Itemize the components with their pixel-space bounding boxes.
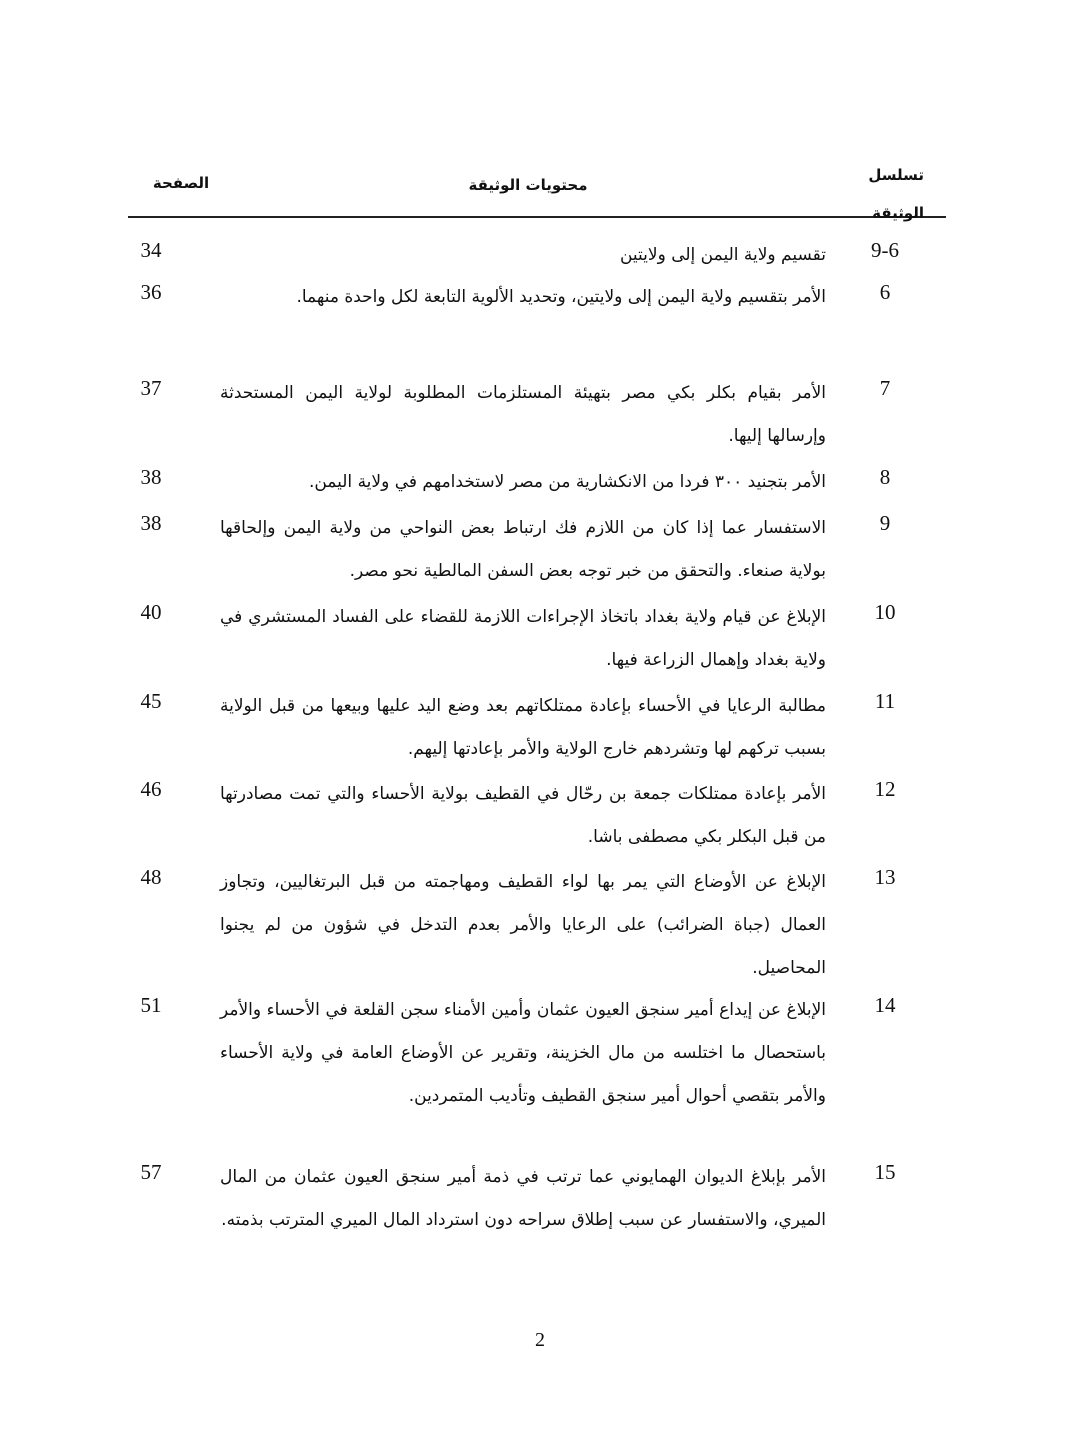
- header-sequence-line-1: تسلسل: [868, 166, 924, 184]
- row-sequence-number: 14: [874, 993, 896, 1017]
- row-sequence-number: 6: [879, 280, 891, 304]
- table-row: [128, 596, 946, 685]
- row-page-number: 57: [140, 1160, 162, 1184]
- row-description: الإبلاغ عن قيام ولاية بغداد باتخاذ الإجراءات اللازمة للقضاء على الفساد المستشري في ولاية بغداد وإهمال الزراعة فيها.: [220, 607, 826, 670]
- table-row: [128, 685, 946, 773]
- row-description: الأمر بتقسيم ولاية اليمن إلى ولايتين، وتحديد الألوية التابعة لكل واحدة منهما.: [296, 287, 826, 307]
- row-sequence-number: 12: [874, 777, 896, 801]
- table-row: [128, 276, 946, 372]
- table-header: [128, 150, 946, 222]
- row-description: الاستفسار عما إذا كان من اللازم فك ارتباط بعض النواحي من ولاية اليمن وإلحاقها بولاية صنعاء. والتحقق من خبر توجه بعض السفن المالطية نحو مصر.: [220, 518, 826, 581]
- table-row: [128, 372, 946, 461]
- row-sequence-number: 10: [874, 600, 896, 624]
- row-page-number: 34: [140, 238, 162, 262]
- row-page-number: 51: [140, 993, 162, 1017]
- header-sequence-line-2: الوثيقة: [872, 204, 924, 222]
- table-row: [128, 861, 946, 989]
- header-page-column: الصفحة: [152, 174, 210, 192]
- row-description: الأمر بتجنيد ٣٠٠ فردا من الانكشارية من مصر لاستخدامهم في ولاية اليمن.: [308, 472, 826, 492]
- row-sequence-number: 15: [874, 1160, 896, 1184]
- table-row: [128, 989, 946, 1156]
- header-document-sequence: [868, 156, 924, 232]
- row-page-number: 48: [140, 865, 162, 889]
- table-row: [128, 1156, 946, 1284]
- row-sequence-number: 11: [874, 689, 896, 713]
- table-row: [128, 234, 946, 276]
- page-number: 2: [535, 1329, 545, 1351]
- row-sequence-number: 9: [879, 511, 891, 535]
- table-row: [128, 507, 946, 596]
- row-page-number: 46: [140, 777, 162, 801]
- row-page-number: 37: [140, 376, 162, 400]
- header-document-contents: محتويات الوثيقة: [468, 176, 588, 194]
- row-description: مطالبة الرعايا في الأحساء بإعادة ممتلكاتهم بعد وضع اليد عليها وبيعها من قبل الولاية بسبب تركهم لها وتشردهم خارج الولاية والأمر بإعادتها إليهم.: [220, 696, 826, 759]
- table-row: [128, 461, 946, 507]
- row-description: الأمر بإبلاغ الديوان الهمايوني عما ترتب في ذمة أمير سنجق العيون عثمان من المال الميري، والاستفسار عن سبب إطلاق سراحه دون استرداد المال الميري المترتب بذمته.: [220, 1167, 826, 1230]
- row-page-number: 40: [140, 600, 162, 624]
- row-sequence-number: 7: [879, 376, 891, 400]
- row-description: تقسيم ولاية اليمن إلى ولايتين: [619, 245, 826, 265]
- row-description: الأمر بقيام بكلر بكي مصر بتهيئة المستلزمات المطلوبة لولاية اليمن المستحدثة وإرسالها إليها.: [220, 383, 826, 446]
- row-page-number: 45: [140, 689, 162, 713]
- row-description: الأمر بإعادة ممتلكات جمعة بن رحّال في القطيف بولاية الأحساء والتي تمت مصادرتها من قبل البكلر بكي مصطفى باشا.: [220, 784, 826, 847]
- row-sequence-number: 13: [874, 865, 896, 889]
- row-page-number: 38: [140, 465, 162, 489]
- row-description: الإبلاغ عن الأوضاع التي يمر بها لواء القطيف ومهاجمته من قبل البرتغاليين، وتجاوز العمال (جباة الضرائب) على الرعايا والأمر بعدم التدخل في شؤون من لم يجنوا المحاصيل.: [220, 872, 826, 978]
- table-row: [128, 773, 946, 861]
- row-sequence-number: 9-6: [871, 238, 899, 262]
- row-sequence-number: 8: [879, 465, 891, 489]
- row-page-number: 38: [140, 511, 162, 535]
- contents-table: [128, 234, 946, 1284]
- row-description: الإبلاغ عن إيداع أمير سنجق العيون عثمان وأمين الأمناء سجن القلعة في الأحساء والأمر باستحصال ما اختلسه من مال الخزينة، وتقرير عن الأوضاع العامة في ولاية الأحساء والأمر بتقصي أحوال أمير سنجق القطيف وتأديب المتمردين.: [220, 1000, 826, 1106]
- row-page-number: 36: [140, 280, 162, 304]
